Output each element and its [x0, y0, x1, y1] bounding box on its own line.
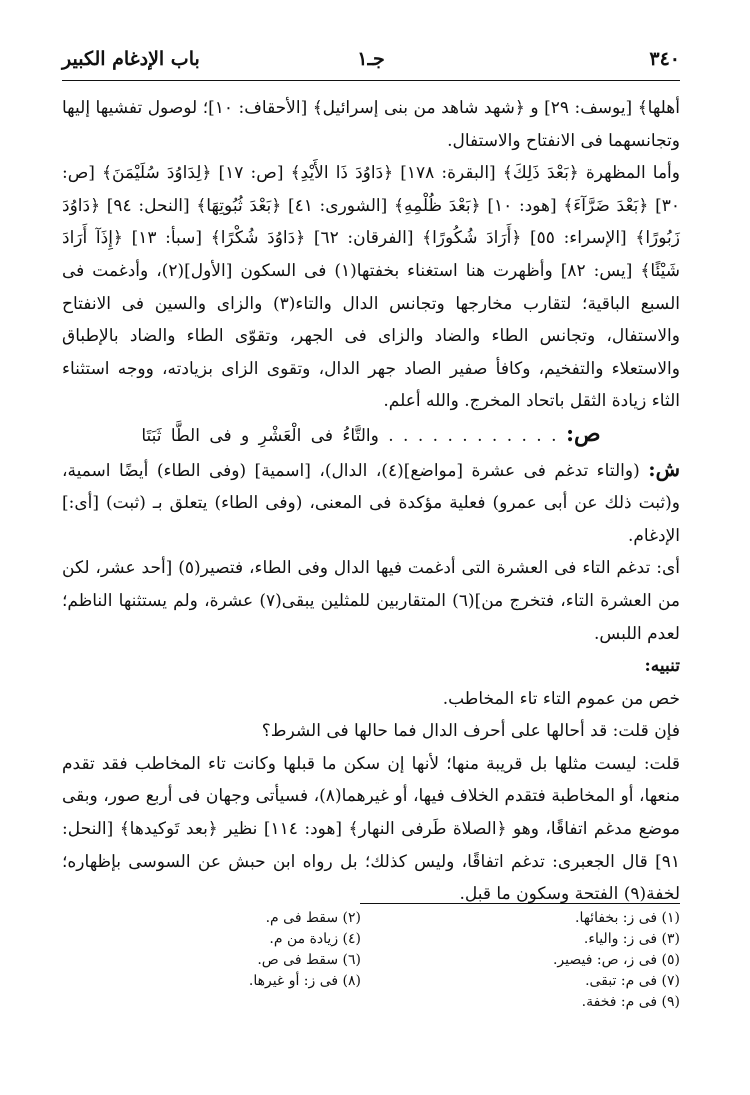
page-header [62, 40, 680, 76]
page-number: ٣٤٠ [649, 48, 680, 70]
verse-label: ص: [565, 420, 601, 447]
header-rule [62, 80, 680, 81]
verse-text: والتَّاءُ فى الْعَشْرِ و فى الطَّا ثَبَتَا [141, 425, 379, 446]
footnote-4: (٤) زيادة من م. [269, 931, 361, 947]
footnote-rule [360, 903, 680, 904]
verse-dots: . . . . . . . . . . . . [388, 425, 557, 446]
verse-line [62, 418, 680, 453]
paragraph-7: قلت: ليست مثلها بل قريبة منها؛ لأنها إن سكن ما قبلها وكانت تاء المخاطب فقد تقدم منعها، أو المخاطبة فتقدم الخلاف فيها، أو غيرهما(٨)، فسيأتى وجهان فى أربع صور، وبقى موضع مدغم اتفاقًا، وهو ﴿الصلاة طَرفى النهار﴾ [هود: ١١٤] نظير ﴿بعد تَوكيدها﴾ [النحل: ٩١] قال الجعبرى: تدغم اتفاقًا، وليس كذلك؛ بل رواه ابن حبش عن السوسى بإظهاره؛ لخفة(٩) الفتحة وسكون ما قبل. [62, 753, 680, 905]
paragraph-2: وأما المظهرة ﴿بَعْدَ ذَلِكَ﴾ [البقرة: ١٧٨] ﴿دَاوُدَ ذَا الأَيْدِ﴾ [ص: ١٧] ﴿لِدَاوُدَ سُلَيْمَنَ﴾ [ص: ٣٠] ﴿بَعْدَ ضَرَّآءَ﴾ [هود: ١٠] ﴿بَعْدَ ظُلْمِهِ﴾ [الشورى: ٤١] ﴿بَعْدَ ثُبُوتِهَا﴾ [النحل: ٩٤] ﴿دَاوُدَ زَبُورًا﴾ [الإسراء: ٥٥] ﴿أَرَادَ شُكُورًا﴾ [الفرقان: ٦٢] ﴿دَاوُدَ شُكْرًا﴾ [سبأ: ١٣] ﴿إِذَآ أَرَادَ شَيْئًا﴾ [يس: ٨٢] وأظهرت هنا استغناء بخفتها(١) فى السكون [الأول](٢)، وأدغمت فى السبع الباقية؛ لتقارب مخارجها وتجانس الدال والتاء(٣) والزاى والسين فى الانفتاح والاستفال، وتجانس الطاء والضاد والزاى فى الجهر، وتقوّى الطاء والضاد بالإطباق والاستعلاء والتفخيم، وكافأ صفير الصاد جهر الدال، وتقوى الزاى بزيادته، ووجه استثناء الثاء زيادة الثقل باتحاد المخرج. والله أعلم. [62, 163, 680, 412]
paragraph-4: أى: تدغم التاء فى العشرة التى أدغمت فيها الدال وفى الطاء، فتصير(٥) [أحد عشر، لكن من العشرة التاء، فتخرج من](٦) المتقاربين للمثلين يبقى(٧) عشرة، ولم يستثنها الناظم؛ لعدم اللبس. [62, 558, 681, 644]
paragraph-1: أهلها﴾ [يوسف: ٢٩] و ﴿شهد شاهد من بنى إسرائيل﴾ [الأحقاف: ١٠]؛ لوصول تفشيها إليها وتجانسهما فى الانفتاح والاستفال. [62, 98, 680, 151]
tanbih-heading: تنبيه: [644, 656, 680, 677]
footnote-9: (٩) فى م: فخفة. [581, 994, 680, 1010]
footnote-6: (٦) سقط فى ص. [257, 952, 361, 968]
footnote-7: (٧) فى م: تبقى. [585, 973, 680, 989]
footnote-2: (٢) سقط فى م. [265, 910, 361, 926]
part-number: جـ١ [357, 48, 385, 70]
chapter-title: باب الإدغام الكبير [62, 48, 200, 70]
paragraph-6: فإن قلت: قد أحالها على أحرف الدال فما حالها فى الشرط؟ [261, 721, 680, 742]
footnote-3: (٣) فى ز: والياء. [583, 931, 680, 947]
footnote-5: (٥) فى ز، ص: فيصير. [552, 952, 680, 968]
paragraph-5: خص من عموم التاء تاء المخاطب. [442, 688, 680, 709]
footnote-1: (١) فى ز: بخفائها. [575, 910, 680, 926]
main-text [62, 92, 680, 911]
footnote-8: (٨) فى ز: أو غيرها. [248, 973, 361, 989]
sharh-label: ش: [648, 456, 680, 481]
sharh-text: (والتاء تدغم فى عشرة [مواضع](٤)، الدال)، [اسمية] (وفى الطاء) أيضًا اسمية، و(ثبت ذلك عن أبى عمرو) فعلية مؤكدة فى المعنى، (وفى الطاء) يتعلق بـ (ثبت) [أى:] الإدغام. [62, 460, 680, 546]
footnotes [62, 908, 680, 1013]
sharh-paragraph [62, 453, 680, 553]
